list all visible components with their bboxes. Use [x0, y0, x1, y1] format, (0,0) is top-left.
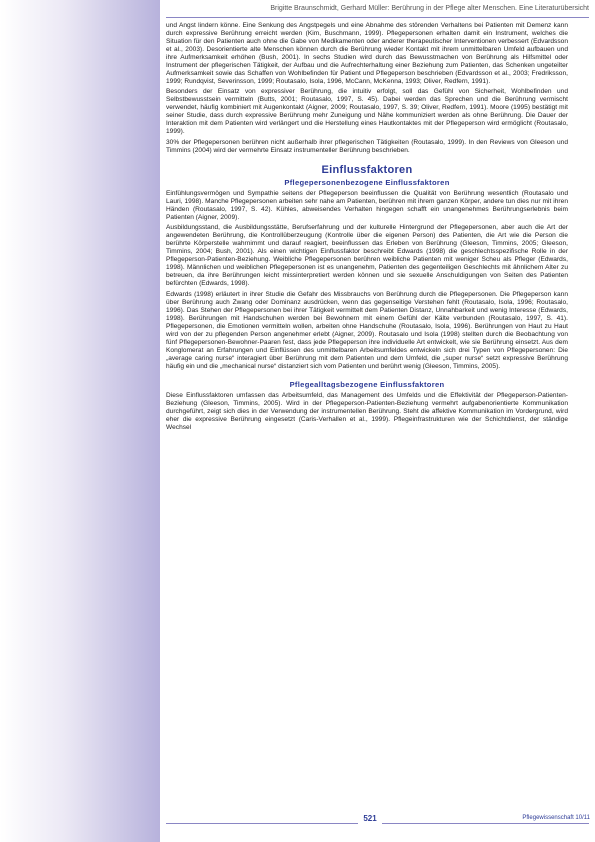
paragraph: Besonders der Einsatz von expressiver Berührung, die intuitiv erfolgt, soll das Gefühl von Sicherheit, Wohlbefinden und Selbstbewusstsein vermitteln (Butts, 2001; Routasalo, 1997, S. 45). Dabei werden das Sprechen und die Berührung vermischt verwendet, häufig kombiniert mit Augenkontakt (Aigner, 2009; Routasalo, 1997, S. 39; Oliver, Redfern, 1991). Moore (1995) bestätigt mit seiner Studie, dass durch expressive Berührung mehr Zuneigung und Nähe kommuniziert werden als ohne Berührung. Die Dauer der Interaktion mit dem Patienten wird verlängert und die Herstellung eines Hautkontaktes mit der Pflegeperson wird ermöglicht (Routasalo, 1999). [166, 88, 568, 136]
subsection-heading: Pflegealltagsbezogene Einflussfaktoren [289, 379, 445, 389]
journal-name: Pflegewissenschaft 10/11 [522, 815, 590, 821]
paragraph: Ausbildungsstand, die Ausbildungsstätte, Berufserfahrung und der kulturelle Hintergrund der Pflegepersonen, aber auch die Art der angewendeten Berührung, die Kontrollüberzeugung (Kontrolle über die eigenen Person) des Patienten, die Art wie die Person die berührte Körperstelle wahrnimmt und darauf reagiert, beeinflussen das Erleben von Berührung (Gleeson, Timmins, 2005; Gleeson, Timmins, 2004; Bush, 2001). Als einen wichtigen Einflussfaktor beschreibt Edwards (1998) die geschlechtsspezifische Rolle in der Pflegeperson-Patienten-Beziehung. Weibliche Pflegepersonen berühren weibliche Patienten mit weniger Scheu als Pfleger (Edwards, 1998). Männlichen und weiblichen Pflegepersonen ist es unangenehm, Patienten des gegenteiligen Geschlechts mit ähnlichem Alter zu betreuen, da ihre Berührungen leicht missinterpretiert werden können und sie sexuelle Anschuldigungen von Seiten des Patienten befürchten (Edwards, 1998). [166, 224, 568, 288]
article-body [166, 22, 568, 807]
page-number: 521 [358, 812, 382, 826]
section-heading: Einflussfaktoren [321, 163, 413, 176]
paragraph: und Angst lindern könne. Eine Senkung des Angstpegels und eine Abnahme des störenden Verhaltens bei Patienten mit Demenz kann durch expressive Berührung erreicht werden (Kim, Buschmann, 1999). Pflegepersonen erhalten damit ein Instrument, welches die Situation für den Patienten auch ohne die Gabe von Medikamenten oder anderer therapeutischer Interventionen verbessert (Edvardsson et al., 2003). Desorientierte alte Menschen können durch die Berührung wieder Kontakt mit ihrem unmittelbaren Umfeld aufbauen und ihre Aufmerksamkeit erhöhen (Bush, 2001). In sechs Studien wird durch das Bewusstmachen von Berührung als Hilfsmittel oder Instrument der pflegerischen Tätigkeit, der Aufbau und die Aufrechterhaltung einer Beziehung zum Patienten, das Schenken ungeteilter Aufmerksamkeit sowie das Schaffen von Wohlbefinden für Patient und Pflegeperson beschrieben (Edvardsson et al., 2003; Fredriksson, 1999; Rundqvist, Severinsson, 1999; Routasalo, Isola, 1996, McCann, McKenna, 1993; Oliver, Redfern, 1991). [166, 22, 568, 85]
running-header: Brigitte Braunschmidt, Gerhard Müller: Berührung in der Pflege alter Menschen. Eine Literaturübersicht [166, 2, 589, 18]
decorative-sidebar [0, 0, 160, 842]
subsection-heading: Pflegepersonenbezogene Einflussfaktoren [284, 177, 450, 187]
paragraph: Einfühlungsvermögen und Sympathie seitens der Pflegeperson beeinflussen die Qualität von Berührung wesentlich (Routasalo und Lauri, 1998). Manche Pflegepersonen arbeiten sehr nahe am Patienten, berühren mit ihrem ganzen Körper, andere tun dies nur mit ihren Händen (Routasalo, 1997, S. 42). Kühles, abweisendes Verhalten hingegen schafft ein unangenehmes Berührungserlebnis beim Patienten (Aigner, 2009). [166, 189, 568, 221]
paragraph: 30% der Pflegepersonen berühren nicht außerhalb ihrer pflegerischen Tätigkeiten (Routasalo, 1999). In den Reviews von Gleeson und Timmins (2004) wird der vermehrte Einsatz instrumenteller Berührung beschrieben. [166, 138, 568, 154]
paragraph: Edwards (1998) erläutert in ihrer Studie die Gefahr des Missbrauchs von Berührung durch die Pflegepersonen. Die Pflegeperson kann über Berührung auch Zwang oder Dominanz ausdrücken, wenn das gegenseitige Verstehen fehlt (Routasalo, Isola, 1996; Routasalo, 1996). Das Stehen der Pflegepersonen bei ihrer Tätigkeit vermittelt dem Patienten Distanz, Unnahbarkeit und wenig Interesse (Edwards, 1998). Berührungen mit Handschuhen werden bei Bewohnern mit einem Gefühl der Kälte verbunden (Routasalo, 1997, S. 41). Pflegepersonen, die Emotionen vermitteln wollen, arbeiten ohne Handschuhe (Routasalo, Isola, 1996). Berührungen von Haut zu Haut wird von der zu pflegenden Person angenehmer erlebt (Aigner, 2009). Routasalo und Isola (1998) stellten durch die Beobachtung von fünf Pflegepersonen-Bewohner-Paaren fest, dass jede Pflegeperson ihre individuelle Art entwickelt, wie sie Berührung einsetzt. Aus dem Konglomerat an Erfahrungen und Einflüssen des unmittelbaren Arbeitsumfeldes entwickeln sich drei Typen von Pflegepersonen: Die „average caring nurse“ interagiert über Berührung mit dem Patienten und dem Umfeld, die „super nurse“ setzt expressive Berührung häufig ein und die „mechanical nurse“ distanziert sich vom Patienten und berührt wenig (Gleeson, Timmins, 2005). [166, 290, 568, 370]
paragraph: Diese Einflussfaktoren umfassen das Arbeitsumfeld, das Management des Umfelds und die Effektivität der Pflegeperson-Patienten-Beziehung (Gleeson, Timmins, 2005). Wird in der Pflegeperson-Patienten-Beziehung vermehrt aufgabenorientierte Kommunikation durchgeführt, zeigt sich dies in der Verwendung der instrumentellen Berührung. Steht die affektive Kommunikation im Vordergrund, wird eher die expressive Berührung eingesetzt (Caris-Verhallen et al., 1999). Pflegeinfrastrukturen wie der Schichtdienst, der ständige Wechsel [166, 391, 568, 431]
